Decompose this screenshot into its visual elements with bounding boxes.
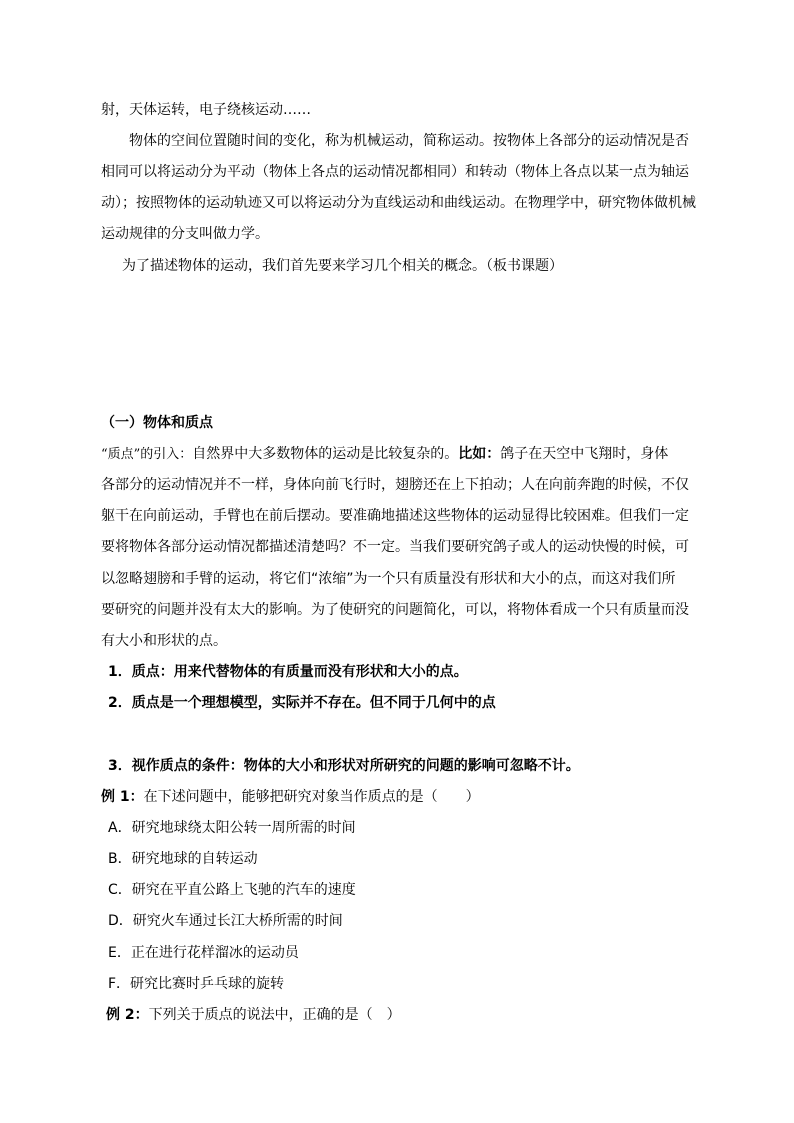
point-1: 1．质点：用来代替物体的有质量而没有形状和大小的点。 [108, 664, 468, 680]
point-3: 3．视作质点的条件：物体的大小和形状对所研究的问题的影响可忽略不计。 [108, 758, 580, 774]
example1-option-f: F．研究比赛时乒乓球的旋转 [108, 976, 285, 992]
intro-para2: 为了描述物体的运动，我们首先要来学习几个相关的概念。（板书课题） [122, 258, 563, 274]
example1-option-b: B．研究地球的自转运动 [108, 851, 258, 867]
lead-label: “质点”的引入： [101, 447, 193, 462]
section-para-line-3: 要将物体各部分运动情况都描述清楚吗？不一定。当我们要研究鸽子或人的运动快慢的时候，可 [101, 539, 689, 555]
example1-question: 在下述问题中，能够把研究对象当作质点的是（ ） [143, 789, 480, 805]
lead-rest: 鸽子在天空中飞翔时，身体 [500, 446, 669, 462]
intro-para1-line-2: 相同可以将运动分为平动（物体上各点的运动情况都相同）和转动（物体上各点以某一点为轴运 [101, 164, 689, 180]
lead-text: 自然界中大多数物体的运动是比较复杂的。 [192, 446, 459, 462]
section-para-line-4: 以忽略翅膀和手臂的运动，将它们“浓缩”为一个只有质量没有形状和大小的点，而这对我们所 [101, 571, 676, 587]
section-heading: （一）物体和质点 [101, 415, 213, 431]
example1-option-e: E．正在进行花样溜冰的运动员 [108, 945, 299, 961]
example2-question-line [106, 1005, 401, 1025]
example2-question: 下列关于质点的说法中，正确的是（ ） [148, 1007, 401, 1023]
point-2: 2．质点是一个理想模型，实际并不存在。但不同于几何中的点 [108, 695, 496, 711]
example1-option-a: A．研究地球绕太阳公转一周所需的时间 [108, 820, 356, 836]
section-para-line-6: 有大小和形状的点。 [101, 633, 227, 649]
intro-para1-line-1: 物体的空间位置随时间的变化，称为机械运动，简称运动。按物体上各部分的运动情况是否 [129, 133, 689, 149]
intro-para1-line-4: 运动规律的分支叫做力学。 [101, 226, 269, 242]
section-para-line-5: 要研究的问题并没有太大的影响。为了使研究的问题简化，可以，将物体看成一个只有质量而没 [101, 602, 689, 618]
example2-label: 例 2： [106, 1007, 149, 1023]
example1-option-c: C．研究在平直公路上飞驰的汽车的速度 [108, 882, 356, 898]
section-lead-line [101, 444, 668, 465]
section-para-line-2: 躯干在向前运动，手臂也在前后摆动。要准确地描述这些物体的运动显得比较困难。但我们一定 [101, 508, 689, 524]
example1-label: 例 1： [101, 789, 144, 805]
intro-line-1: 射，天体运转，电子绕核运动…… [101, 102, 311, 118]
example1-option-d: D．研究火车通过长江大桥所需的时间 [108, 913, 343, 929]
intro-para1-line-3: 动）；按照物体的运动轨迹又可以将运动分为直线运动和曲线运动。在物理学中，研究物体做机械 [101, 195, 696, 211]
example-label: 比如： [458, 446, 501, 462]
section-para-line-1: 各部分的运动情况并不一样，身体向前飞行时，翅膀还在上下拍动；人在向前奔跑的时候，不仅 [101, 477, 689, 493]
example1-question-line [101, 787, 480, 807]
